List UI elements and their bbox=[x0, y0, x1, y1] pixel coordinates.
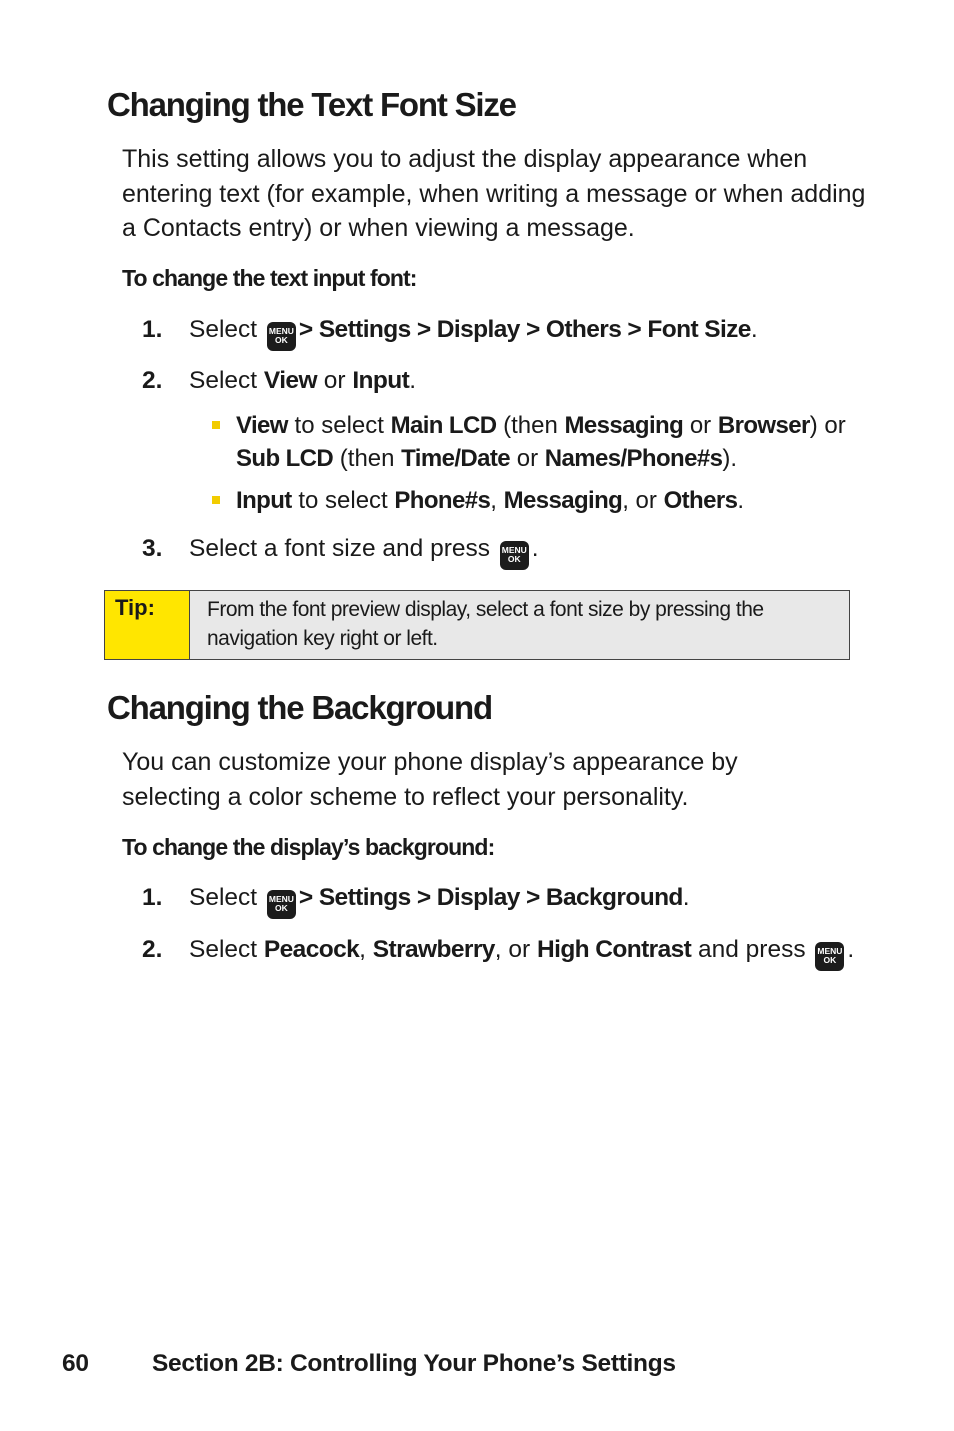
bullet-term: Browser bbox=[717, 412, 810, 439]
font-step-1 bbox=[142, 316, 758, 351]
page-number: 60 bbox=[62, 1350, 89, 1377]
menu-ok-key-icon: MENU OK bbox=[267, 890, 296, 919]
step-number: 1. bbox=[142, 316, 163, 343]
bullet-term: Phone#s bbox=[394, 487, 491, 514]
step-number: 3. bbox=[142, 535, 163, 562]
bullet-text: (then bbox=[339, 445, 395, 472]
option-view: View bbox=[263, 367, 317, 394]
menu-ok-key-icon: MENU OK bbox=[267, 322, 296, 351]
bullet-square-icon bbox=[212, 496, 220, 504]
option-high-contrast: High Contrast bbox=[537, 936, 692, 963]
step-text: Select a font size and press bbox=[189, 535, 490, 562]
option-peacock: Peacock bbox=[263, 936, 360, 963]
step-text: Select bbox=[189, 367, 258, 394]
background-step-2 bbox=[142, 936, 854, 971]
bullet-text: to select bbox=[294, 412, 384, 439]
bullet-input bbox=[236, 484, 744, 517]
font-procedure-title: To change the text input font: bbox=[122, 265, 417, 291]
bullet-term: Input bbox=[236, 487, 292, 514]
font-size-intro: This setting allows you to adjust the display appearance when entering text (for example, when writing a message or when adding a Contacts entry) or when viewing a message. bbox=[122, 145, 866, 242]
bullet-term: Main LCD bbox=[390, 412, 497, 439]
step-end: . bbox=[409, 367, 417, 394]
background-procedure-title: To change the display’s background: bbox=[122, 834, 495, 860]
bullet-term: Messaging bbox=[503, 487, 623, 514]
bullet-square-icon bbox=[212, 421, 220, 429]
footer-section-title: Section 2B: Controlling Your Phone’s Settings bbox=[152, 1350, 676, 1377]
menu-path: > Settings > Display > Others > Font Size bbox=[298, 316, 751, 343]
bullet-text: , bbox=[490, 487, 497, 514]
bullet-text: to select bbox=[298, 487, 388, 514]
bullet-text: or bbox=[516, 445, 539, 472]
menu-path: > Settings > Display > Background bbox=[298, 884, 683, 911]
section-heading-font-size: Changing the Text Font Size bbox=[107, 86, 516, 123]
bullet-text: (then bbox=[503, 412, 558, 439]
background-step-1 bbox=[142, 884, 690, 919]
font-step-3 bbox=[142, 535, 539, 570]
menu-ok-key-icon: MENU OK bbox=[500, 541, 529, 570]
tip-box bbox=[104, 590, 850, 660]
tip-label: Tip: bbox=[105, 591, 190, 659]
option-input: Input bbox=[352, 367, 410, 394]
step-end: . bbox=[531, 535, 539, 562]
bullet-text: or bbox=[689, 412, 712, 439]
tip-text: From the font preview display, select a font size by pressing the navigation key right or left. bbox=[207, 598, 764, 650]
step-text: , bbox=[359, 936, 366, 963]
bullet-view bbox=[236, 409, 866, 475]
bullet-text: ) or bbox=[809, 412, 846, 439]
step-text: and press bbox=[698, 936, 806, 963]
step-text: Select bbox=[189, 936, 258, 963]
step-number: 1. bbox=[142, 884, 163, 911]
background-intro: You can customize your phone display’s appearance by selecting a color scheme to reflect your personality. bbox=[122, 748, 738, 811]
font-step-2 bbox=[142, 367, 416, 395]
step-text: , or bbox=[494, 936, 531, 963]
bullet-term: Time/Date bbox=[401, 445, 511, 472]
bullet-term: Names/Phone#s bbox=[544, 445, 723, 472]
bullet-text: , or bbox=[622, 487, 657, 514]
step-text: Select bbox=[189, 316, 258, 343]
step-end: . bbox=[750, 316, 758, 343]
bullet-term: Messaging bbox=[564, 412, 684, 439]
step-text: Select bbox=[189, 884, 258, 911]
step-end: . bbox=[847, 936, 855, 963]
bullet-term: Sub LCD bbox=[236, 445, 334, 472]
menu-ok-key-icon: MENU OK bbox=[815, 942, 844, 971]
step-end: . bbox=[682, 884, 690, 911]
bullet-text: ). bbox=[722, 445, 738, 472]
bullet-term: Others bbox=[663, 487, 738, 514]
step-text: or bbox=[323, 367, 346, 394]
step-number: 2. bbox=[142, 367, 163, 394]
step-number: 2. bbox=[142, 936, 163, 963]
section-heading-background: Changing the Background bbox=[107, 689, 492, 726]
option-strawberry: Strawberry bbox=[372, 936, 495, 963]
bullet-text: . bbox=[737, 487, 745, 514]
bullet-term: View bbox=[236, 412, 288, 439]
